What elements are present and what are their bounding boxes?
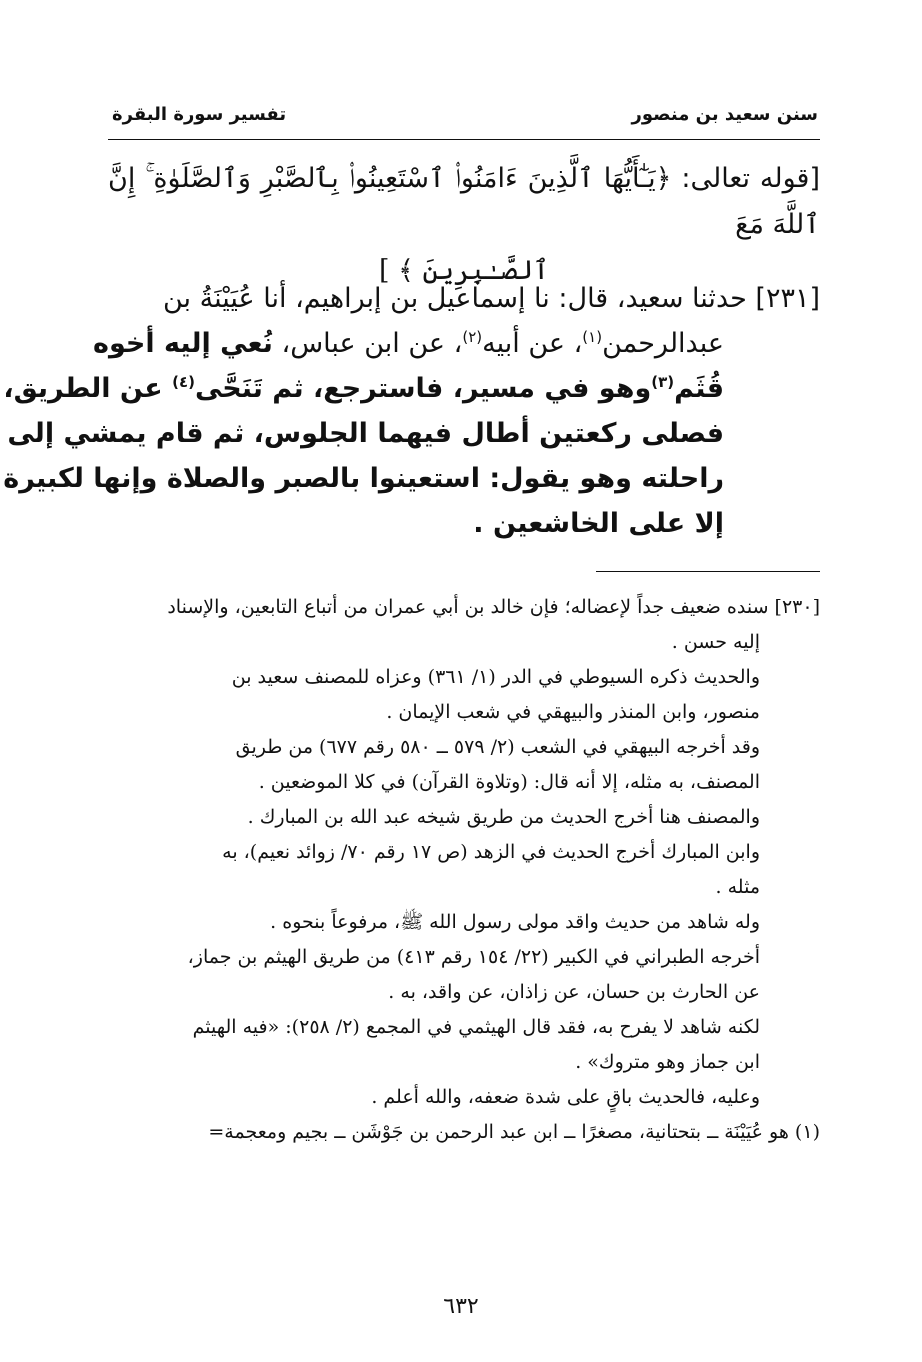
hadith-text: ، عن ابن عباس، [272,328,463,359]
book-title: سنن سعيد بن منصور [631,104,818,125]
hadith-text: عبدالرحمن [602,328,724,359]
page-number: ٦٣٢ [443,1294,479,1319]
note-line: لكنه شاهد لا يفرح به، فقد قال الهيثمي في المجمع (٢/ ٢٥٨): «فيه الهيثم [192,1016,760,1038]
footnote-ref: (١) [582,328,603,346]
note-line: وعليه، فالحديث باقٍ على شدة ضعفه، والله أعلم . [371,1086,760,1108]
note-line: [٢٣٠] سنده ضعيف جداً لإعضاله؛ فإن خالد بن أبي عمران من أتباع التابعين، والإسناد [167,596,820,618]
hadith-231 [3,276,820,546]
hadith-line [3,366,820,411]
hadith-line: راحلته وهو يقول: استعينوا بالصبر والصلاة وإنها لكبيرة [3,463,724,494]
hadith-line: فصلى ركعتين أطال فيهما الجلوس، ثم قام يمشي إلى [7,418,724,449]
note-line: المصنف، به مثله، إلا أنه قال: (وتلاوة القرآن) في كلا الموضعين . [258,771,760,793]
verse-text-line2: ٱلصَّـٰبِرِينَ ﴾ ] [378,255,550,286]
hadith-text: ، عن أبيه [482,328,583,359]
note-line: وله شاهد من حديث واقد مولى رسول الله ﷺ، مرفوعاً بنحوه . [270,911,760,933]
note-line: والمصنف هنا أخرج الحديث من طريق شيخه عبد الله بن المبارك . [247,806,760,828]
quran-verse [108,156,820,294]
note-line: إليه حسن . [671,631,760,653]
footnote-ref: (٤) [172,373,195,391]
note-line: ابن جماز وهو متروك» . [575,1051,760,1073]
hadith-line: [٢٣١] حدثنا سعيد، قال: نا إسماعيل بن إبراهيم، أنا عُيَيْنَةُ بن [162,283,820,314]
note-line: والحديث ذكره السيوطي في الدر (١/ ٣٦١) وعزاه للمصنف سعيد بن [231,666,760,688]
footnote-ref: (٢) [462,328,483,346]
note-line: أخرجه الطبراني في الكبير (٢٢/ ١٥٤ رقم ٤١٣) من طريق الهيثم بن جماز، [187,946,760,968]
note-line: وابن المبارك أخرج الحديث في الزهد (ص ١٧ رقم ٧٠/ زوائد نعيم)، به [222,841,760,863]
note-line: مثله . [715,876,760,898]
hadith-text: وهو في مسير، فاسترجع، ثم تَنَحَّى [194,373,652,404]
verse-intro: [قوله تعالى: [671,163,820,194]
hadith-line: إلا على الخاشعين . [473,508,724,539]
notes-section [108,590,820,1150]
footnote-ref: (٣) [651,373,675,391]
note-line: منصور، وابن المنذر والبيهقي في شعب الإيمان . [386,701,760,723]
hadith-text: عن الطريق، [3,373,173,404]
verse-text-line1: ﴿يَـٰٓأَيُّهَا ٱلَّذِينَ ءَامَنُوا۟ ٱسْتَعِينُوا۟ بِٱلصَّبْرِ وَٱلصَّلَوٰةِ ۚ إِنَّ ٱللَّهَ مَعَ [108,163,820,240]
running-header [108,100,820,140]
note-line: عن الحارث بن حسان، عن زاذان، عن واقد، به . [388,981,760,1003]
hadith-text: قُثَم [674,373,724,404]
section-title: تفسير سورة البقرة [112,104,287,125]
footnote-1: (١) هو عُيَيْنَة ــ بتحتانية، مصغرًا ــ ابن عبد الرحمن بن جَوْشَن ــ بجيم ومعجمة= [208,1121,820,1143]
footnote-separator [596,571,820,572]
hadith-line [93,321,820,366]
note-line: وقد أخرجه البيهقي في الشعب (٢/ ٥٧٩ ــ ٥٨٠ رقم ٦٧٧) من طريق [235,736,760,758]
hadith-bold-text: نُعي إليه أخوه [93,328,273,359]
